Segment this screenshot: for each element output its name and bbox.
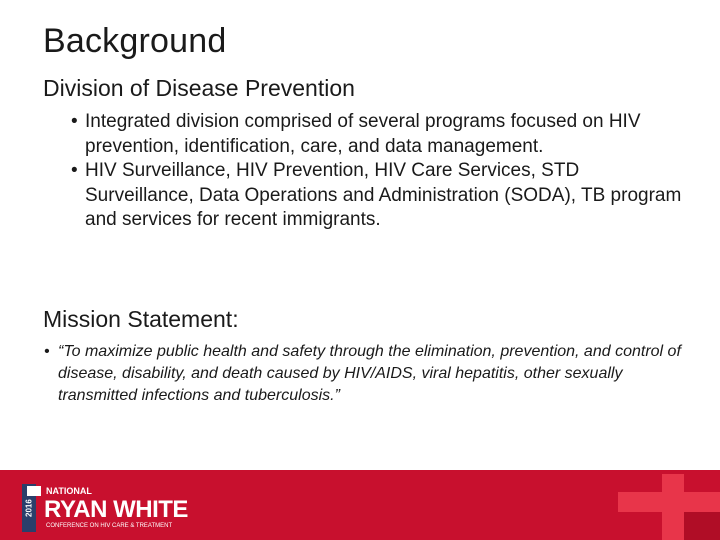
logo-national: NATIONAL bbox=[46, 486, 92, 496]
bullet-list-division bbox=[71, 110, 691, 233]
logo-tagline: CONFERENCE ON HIV CARE & TREATMENT bbox=[46, 523, 173, 529]
logo-name: RYAN WHITE bbox=[44, 496, 188, 523]
logo-year: 2016 bbox=[22, 484, 36, 532]
section-heading-mission: Mission Statement: bbox=[43, 306, 239, 332]
cross-graphic-icon bbox=[618, 474, 720, 540]
section-heading-division: Division of Disease Prevention bbox=[43, 75, 355, 101]
logo-square-icon bbox=[27, 486, 41, 496]
list-item: • “To maximize public health and safety through the elimination, prevention, and control of disease, disability, and death caused by HIV/AIDS, viral hepatitis, other sexually transmitted infections and tuberculosis.” bbox=[44, 341, 684, 407]
slide-title: Background bbox=[43, 22, 227, 60]
list-item: • HIV Surveillance, HIV Prevention, HIV Care Services, STD Surveillance, Data Operations and Administration (SODA), TB program and services for recent immigrants. bbox=[71, 159, 691, 233]
list-item: • Integrated division comprised of several programs focused on HIV prevention, identification, care, and data management. bbox=[71, 110, 691, 159]
ryan-white-logo bbox=[22, 482, 188, 534]
bullet-list-mission bbox=[44, 341, 684, 407]
